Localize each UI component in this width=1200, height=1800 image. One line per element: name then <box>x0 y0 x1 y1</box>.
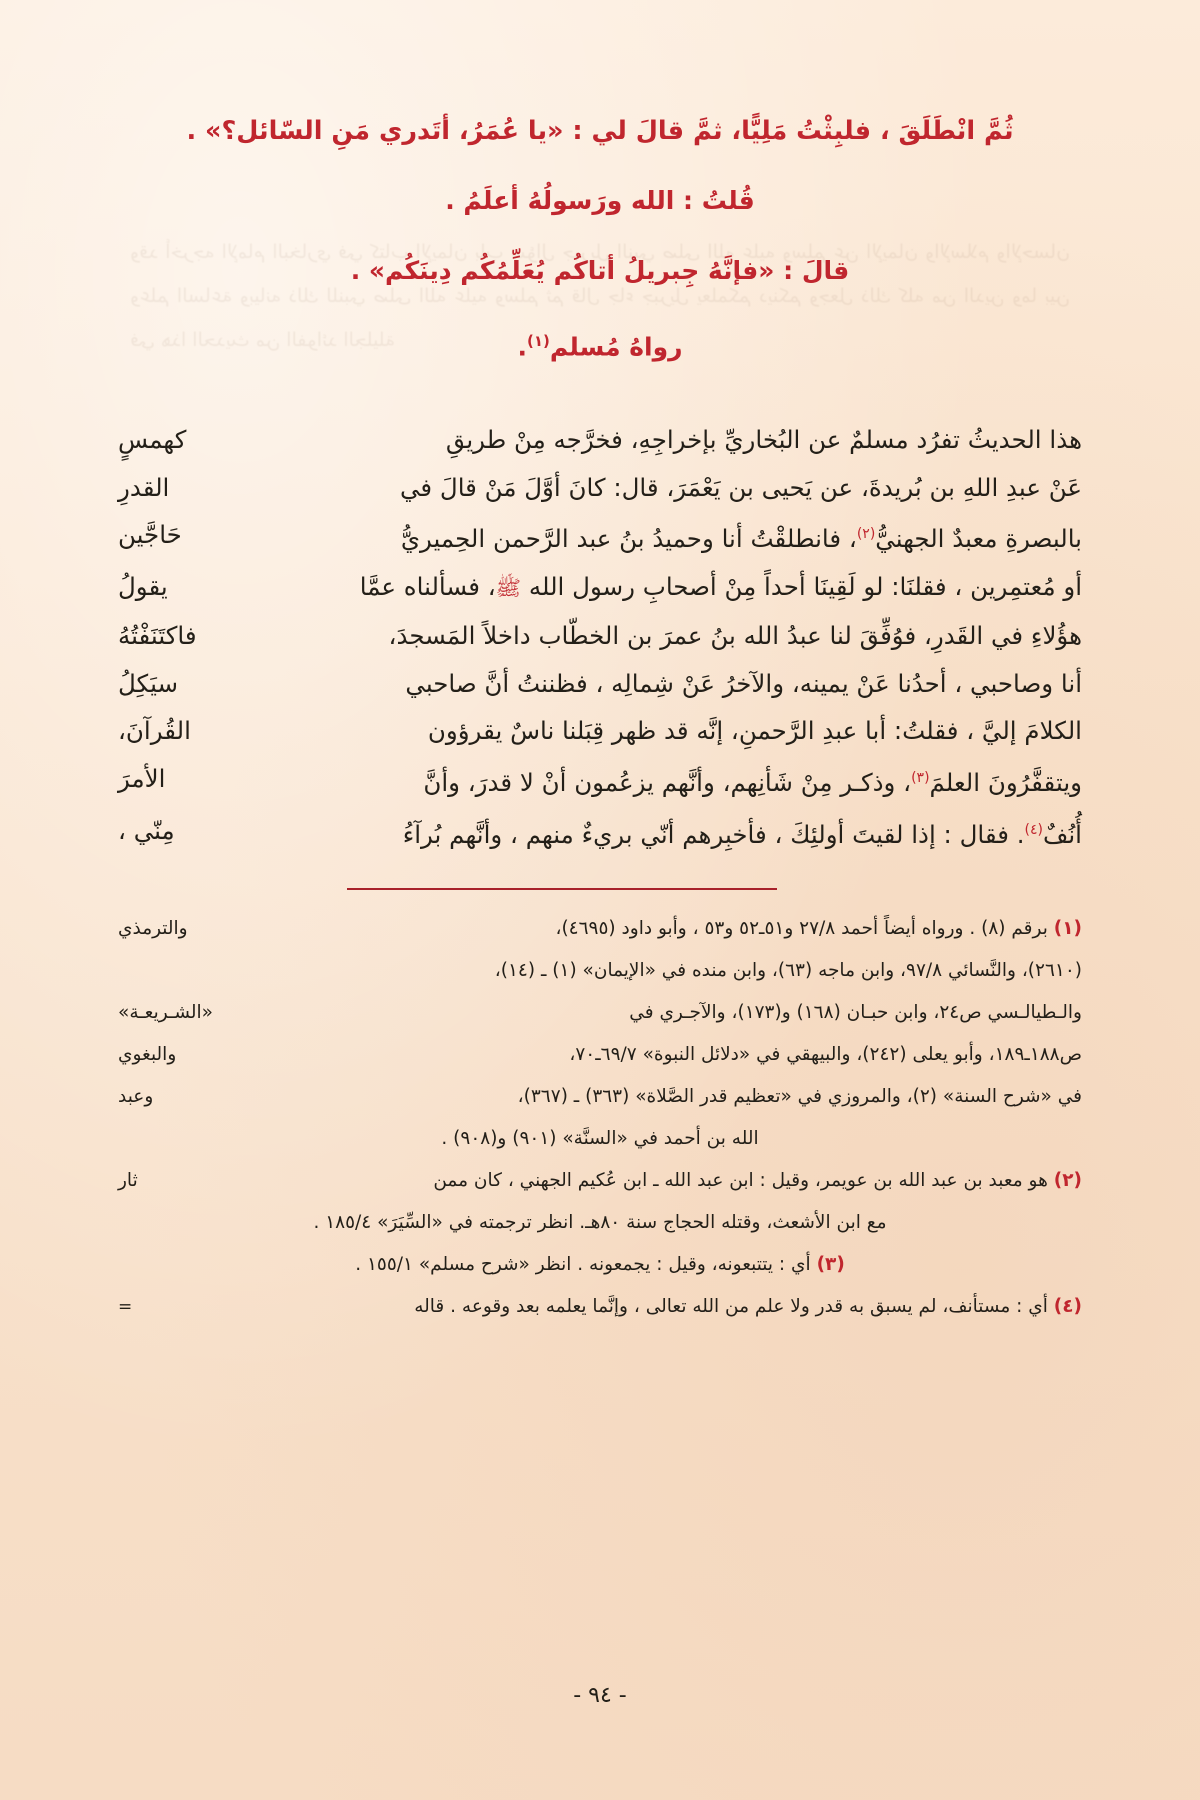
body-segment: أُنُفٌ <box>1043 819 1082 849</box>
body-line <box>118 807 1082 859</box>
body-line-text <box>360 563 1082 613</box>
body-line-text: عَنْ عبدِ اللهِ بن بُريدةَ، عن يَحيى بن يَعْمَرَ، قال: كانَ أوَّلَ مَنْ قالَ في <box>399 472 1082 502</box>
body-line-text <box>401 511 1082 563</box>
footnote-number: (١) <box>1053 918 1082 940</box>
footnote-line <box>118 950 1082 992</box>
hadith-quote-block <box>118 96 1082 382</box>
footnote-line-text: في «شرح السنة» (٢)، والمروزي في «تعظيم قدر الصَّلاة» (٣٦٣) ـ (٣٦٧)، <box>517 1086 1082 1108</box>
footnote-line <box>118 908 1082 950</box>
footnote-line-tail: «الشـريعـة» <box>118 1002 213 1024</box>
page-number: - ٩٤ - <box>573 1683 627 1708</box>
paper-bleed-through: وقد أخرجه الإمام البخاري في كتاب الإيمان باب سؤال جبريل النبي صلى الله عليه وسلم عن الإيمان والإسلام والإحسان وعلم الساعة وبيانه ذلك للنبي صلى الله عليه وسلم ثم قال جاء جبريل يعلمكم دينكم وجعل ذلك كله من الدين وما بين في هذا الحديث من الفوائد الجليلة <box>130 241 1070 351</box>
footnote-number: (٣) <box>816 1254 845 1276</box>
hadith-attribution-line <box>118 306 1082 382</box>
body-line <box>118 464 1082 512</box>
body-line-text: هؤُلاءِ في القَدرِ، فوُفِّقَ لنا عبدُ الله بنُ عمرَ بن الخطّاب داخلاً المَسجدَ، <box>388 621 1082 651</box>
footnote-segment: هو معبد بن عبد الله بن عويمر، وقيل : ابن عبد الله ـ ابن عُكيم الجهني ، كان ممن <box>433 1170 1048 1192</box>
body-segment: ، فسألناه عمَّا <box>359 571 496 601</box>
body-line-text: أنا وصاحبي ، أحدُنا عَنْ يمينه، والآخرُ عَنْ شِمالِه ، فظننتُ أنَّ صاحبي <box>405 668 1082 698</box>
footnote-line <box>118 1202 1082 1244</box>
footnote-item <box>118 1286 1082 1328</box>
footnote-line-text: الله بن أحمد في «السنَّة» (٩٠١) و(٩٠٨) . <box>441 1128 759 1150</box>
footnote-line-text <box>414 1286 1082 1328</box>
body-line-tail: كهمسٍ <box>118 425 187 455</box>
body-segment: أو مُعتمِرين ، فقلنَا: لو لَقِينَا أحداً مِنْ أصحابِ رسول الله <box>528 571 1082 601</box>
body-line <box>118 563 1082 613</box>
commentary-body <box>118 416 1082 858</box>
footnote-line <box>118 1160 1082 1202</box>
footnote-segment: أي : مستأنف، لم يسبق به قدر ولا علم من الله تعالى ، وإنَّما يعلمه بعد وقوعه . قاله <box>414 1296 1048 1318</box>
body-line-tail: القدرِ <box>118 472 170 502</box>
body-line-tail: سيَكِلُ <box>118 668 179 698</box>
body-segment: بالبصرةِ معبدٌ الجهنيُّ <box>875 524 1082 554</box>
body-segment: ، وذكـر مِنْ شَأنِهم، وأنَّهم يزعُمون أنْ لا قدرَ، وأنَّ <box>423 768 912 798</box>
footnote-line-tail: والترمذي <box>118 918 188 940</box>
body-segment: ، فانطلقْتُ أنا وحميدُ بنُ عبد الرَّحمن الحِميريُّ <box>400 524 857 554</box>
sallallahu-alayhi-wasallam-icon: ﷺ <box>495 575 522 600</box>
body-segment: ويتقفَّرُونَ العلمَ <box>929 768 1082 798</box>
body-line-tail: فاكتَنَفْتُهُ <box>118 621 197 651</box>
body-segment: . فقال : إذا لقيتَ أولئِكَ ، فأخبِرهم أنّي بريءٌ منهم ، وأنَّهم بُرآءُ <box>402 819 1025 849</box>
footnote-ref-1: (١) <box>526 332 550 350</box>
footnote-ref-3: (٣) <box>911 769 930 786</box>
footnote-segment: برقم (٨) . ورواه أيضاً أحمد ٢٧/٨ و٥١ـ٥٢ و٥٣ ، وأبو داود (٤٦٩٥)، <box>555 918 1048 940</box>
footnote-line-tail: والبغوي <box>118 1044 177 1066</box>
footnote-line-text: والـطيالـسي ص٢٤، وابن حبـان (١٦٨) و(١٧٣)، والآجـري في <box>629 1002 1082 1024</box>
hadith-narrator-source: رواهُ مُسلم <box>549 332 683 362</box>
footnote-item <box>118 1244 1082 1286</box>
body-line-tail: يقولُ <box>118 571 168 601</box>
body-line-tail: الأمرَ <box>118 763 166 793</box>
footnote-line-text <box>355 1244 845 1286</box>
footnote-item <box>118 908 1082 1160</box>
body-line <box>118 416 1082 464</box>
body-line-text: الكلامَ إليَّ ، فقلتُ: أبا عبدِ الرَّحمنِ، إنَّه قد ظهر قِبَلنا ناسٌ يقرؤون <box>427 716 1082 746</box>
footnote-line <box>118 992 1082 1034</box>
footnote-line-text: مع ابن الأشعث، وقتله الحجاج سنة ٨٠هـ. انظر ترجمته في «السِّيَرَ» ١٨٥/٤ . <box>313 1212 887 1234</box>
hadith-line-1: ثُمَّ انْطَلَقَ ، فلبِثْتُ مَلِيًّا، ثمَّ قالَ لي : «يا عُمَرُ، أتَدري مَنِ السّائل؟» . <box>186 116 1014 146</box>
footnote-line-text: (٢٦١٠)، والنَّسائي ٩٧/٨، وابن ماجه (٦٣)، وابن منده في «الإيمان» (١) ـ (١٤)، <box>494 960 1082 982</box>
footnote-ref-2: (٢) <box>856 526 876 543</box>
footnote-line <box>118 1118 1082 1160</box>
footnote-item <box>118 1160 1082 1244</box>
footnote-ref-4: (٤) <box>1024 821 1043 838</box>
footnote-number: (٤) <box>1053 1296 1082 1318</box>
footnote-line-text: ص١٨٨ـ١٨٩، وأبو يعلى (٢٤٢)، والبيهقي في «دلائل النبوة» ٦٩/٧ـ٧٠، <box>569 1044 1082 1066</box>
body-line-tail: القُرآنَ، <box>118 716 191 746</box>
footnote-line <box>118 1034 1082 1076</box>
body-line <box>118 612 1082 660</box>
body-line-text <box>423 755 1082 807</box>
footnote-line <box>118 1076 1082 1118</box>
body-line <box>118 707 1082 755</box>
footnote-line <box>118 1244 1082 1286</box>
hadith-terminator: . <box>517 332 527 362</box>
footnote-continuation-mark: = <box>118 1297 133 1318</box>
footnote-segment: أي : يتتبعونه، وقيل : يجمعونه . انظر «شرح مسلم» ١٥٥/١ . <box>355 1254 811 1276</box>
hadith-line-3: قالَ : «فإنَّهُ جِبريلُ أتاكُم يُعَلِّمُكُم دِينَكُم» . <box>350 256 850 285</box>
body-line <box>118 511 1082 563</box>
footnote-line <box>118 1286 1082 1328</box>
body-line <box>118 660 1082 708</box>
footnote-line-tail: وعبد <box>118 1086 154 1108</box>
body-line-text: هذا الحديثُ تفرُد مسلمٌ عن البُخاريِّ بإخراجِهِ، فخرَّجه مِنْ طريقِ <box>445 425 1082 455</box>
body-line-tail: حَاجَّين <box>118 520 182 550</box>
body-line-tail: مِنّي ، <box>118 815 175 845</box>
footnote-line-tail: ثار <box>118 1170 138 1192</box>
hadith-line-2: قُلتُ : الله ورَسولُهُ أعلَمُ . <box>445 186 755 215</box>
footnote-number: (٢) <box>1053 1170 1082 1192</box>
footnotes-section <box>118 908 1082 1328</box>
footnote-separator-rule <box>347 888 777 890</box>
body-line-text <box>403 807 1082 859</box>
footnote-line-text <box>433 1160 1082 1202</box>
body-line <box>118 755 1082 807</box>
footnote-line-text <box>555 908 1082 950</box>
